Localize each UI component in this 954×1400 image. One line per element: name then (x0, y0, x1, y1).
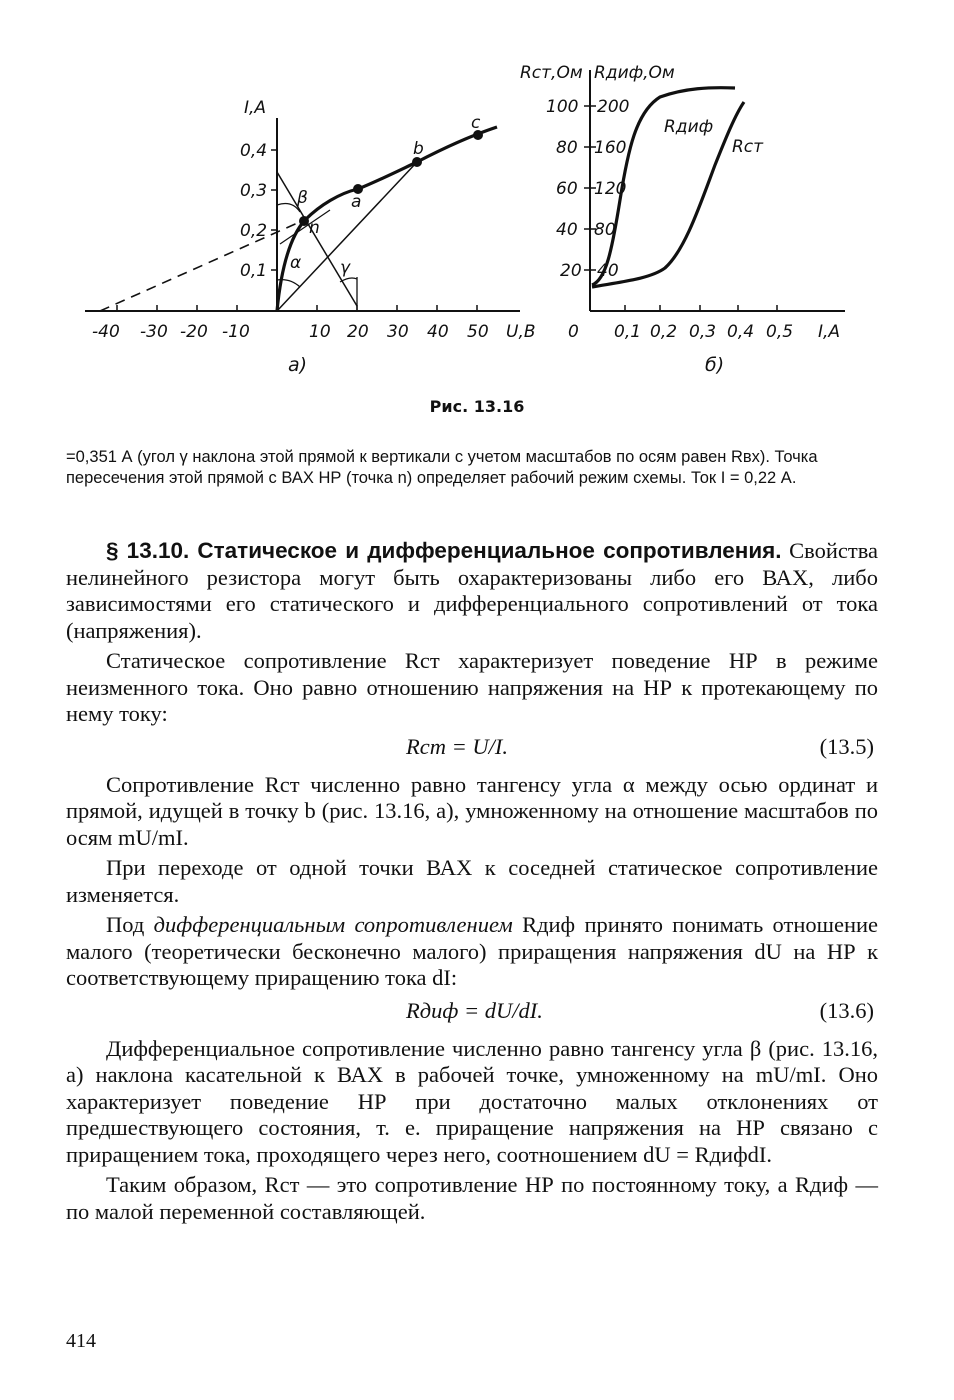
definition-rest: Rдиф принято понимать отношение малого (теоретически бесконечно малого) приращения напряжения dU на НР к соответствующему приращению тока dI: (66, 912, 879, 990)
plot-b-ytick-outer: 100 (546, 97, 579, 117)
plot-a-xtick: 20 (347, 322, 369, 342)
plot-b-xtick: 0,1 (614, 322, 642, 342)
section-intro-text: Свойства нелинейного резистора могут быть охарактеризованы либо его ВАХ, либо зависимостями его статического и дифференциального сопротивлений от тока (напряжения). (66, 538, 879, 643)
plot-b-ytick-inner: 40 (597, 261, 619, 281)
plot-a-xtick: -10 (222, 322, 250, 342)
plot-a-sublabel: а) (288, 354, 308, 376)
figure-caption: Рис. 13.16 (429, 397, 525, 416)
plot-a-labels (92, 98, 536, 376)
plot-a-ytick: 0,3 (240, 181, 268, 201)
plot-a-ytick: 0,4 (240, 141, 268, 161)
plot-a-xtick: 30 (387, 322, 409, 342)
paragraph-definition (66, 912, 878, 992)
plot-a-xtick: 50 (467, 322, 489, 342)
section-title: § 13.10. Статическое и дифференциальное сопротивления. (106, 538, 782, 563)
plot-b-xtick: 0,2 (650, 322, 678, 342)
paragraph: Статическое сопротивление Rст характеризует поведение НР в режиме неизменного тока. Оно равно отношению напряжения на НР к протекающему по нему току: (66, 648, 878, 726)
plot-b-ytick-inner: 160 (594, 138, 627, 158)
plot-b-xtick: 0,4 (727, 322, 755, 342)
plot-b-ytick-outer: 20 (560, 261, 582, 281)
equation-13-6 (66, 998, 878, 1028)
equation-number: (13.6) (819, 997, 874, 1023)
plot-b-ytick-outer: 40 (556, 220, 578, 240)
plot-a-dashed-line (100, 221, 302, 311)
plot-b-labels (520, 63, 840, 376)
plot-b-y-label-outer: Rст,Ом (520, 63, 583, 83)
plot-b-xtick: 0 (568, 322, 579, 342)
plot-b-ytick-outer: 80 (556, 138, 578, 158)
plot-b-curve-label-rst: Rст (732, 137, 764, 157)
paragraph-section-intro (66, 538, 878, 644)
plot-b-ytick-outer: 60 (556, 179, 578, 199)
paragraph: Сопротивление Rст численно равно тангенсу угла α между осью ординат и прямой, идущей в точку b (рис. 13.16, а), умноженному на отношение масштабов по осям mU/mI. (66, 771, 878, 850)
plot-a-xtick: 40 (427, 322, 449, 342)
paragraph: Таким образом, Rст — это сопротивление НР по постоянному току, а Rдиф — по малой переменной составляющей. (66, 1172, 878, 1224)
plot-a-angle-gamma: γ (340, 258, 351, 278)
definition-term: дифференциальным сопротивлением (153, 912, 513, 937)
plot-a-y-label: I,A (244, 98, 267, 118)
plot-a-xtick: 10 (309, 322, 331, 342)
plot-a-point-n-label: n (309, 218, 320, 238)
plot-b-x-label: I,A (818, 322, 841, 342)
plot-a-angle-beta: β (297, 188, 308, 208)
figure-13-16 (0, 0, 954, 390)
plot-a-point-n (300, 217, 309, 226)
equation-formula: Rст = U/I. (406, 733, 509, 759)
plot-a-xtick: -40 (92, 322, 120, 342)
equation-formula: Rдиф = dU/dI. (406, 997, 543, 1023)
paragraph: При переходе от одной точки ВАХ к соседней статическое сопротивление изменяется. (66, 855, 878, 907)
plot-b-y-label-inner: Rдиф,Ом (594, 63, 675, 83)
plot-b-xtick: 0,3 (689, 322, 717, 342)
plot-a (85, 118, 520, 311)
plot-b-ytick-inner: 80 (594, 220, 616, 240)
plot-b-ytick-inner: 120 (594, 179, 627, 199)
equation-number: (13.5) (819, 733, 874, 759)
continued-paragraph: =0,351 А (угол γ наклона этой прямой к вертикали с учетом масштабов по осям равен Rвх). Точка пересечения этой прямой с ВАХ НР (точка n) определяет рабочий режим схемы. Ток I = 0,22 А. (66, 448, 818, 487)
plot-b-ytick-inner: 200 (597, 97, 630, 117)
plot-a-point-a-label: a (351, 192, 362, 212)
plot-b-xtick: 0,5 (766, 322, 794, 342)
definition-lead: Под (106, 912, 145, 937)
plot-a-xtick: -20 (180, 322, 208, 342)
plot-b-sublabel: б) (705, 354, 725, 376)
plot-b-curve-label-rdif: Rдиф (664, 117, 714, 137)
paragraph: Дифференциальное сопротивление численно равно тангенсу угла β (рис. 13.16, а) наклона касательной к ВАХ в рабочей точке, умноженному на mU/mI. Оно характеризует поведение НР при достаточно малых отклонениях от предшествующего состояния, т. е. приращение напряжения на НР связано с приращением тока, проходящего через него, соотношением dU = RдифdI. (66, 1035, 878, 1167)
plot-a-x-label: U,B (506, 322, 536, 342)
page-number: 414 (66, 1330, 96, 1352)
plot-a-point-c-label: c (471, 113, 481, 133)
plot-a-ytick: 0,1 (240, 261, 268, 281)
body-text (66, 538, 878, 1229)
plot-a-xtick: -30 (140, 322, 168, 342)
plot-a-angle-alpha: α (290, 253, 302, 273)
plot-a-point-b-label: b (413, 139, 424, 159)
equation-13-5 (66, 734, 878, 764)
plot-a-ytick: 0,2 (240, 221, 268, 241)
